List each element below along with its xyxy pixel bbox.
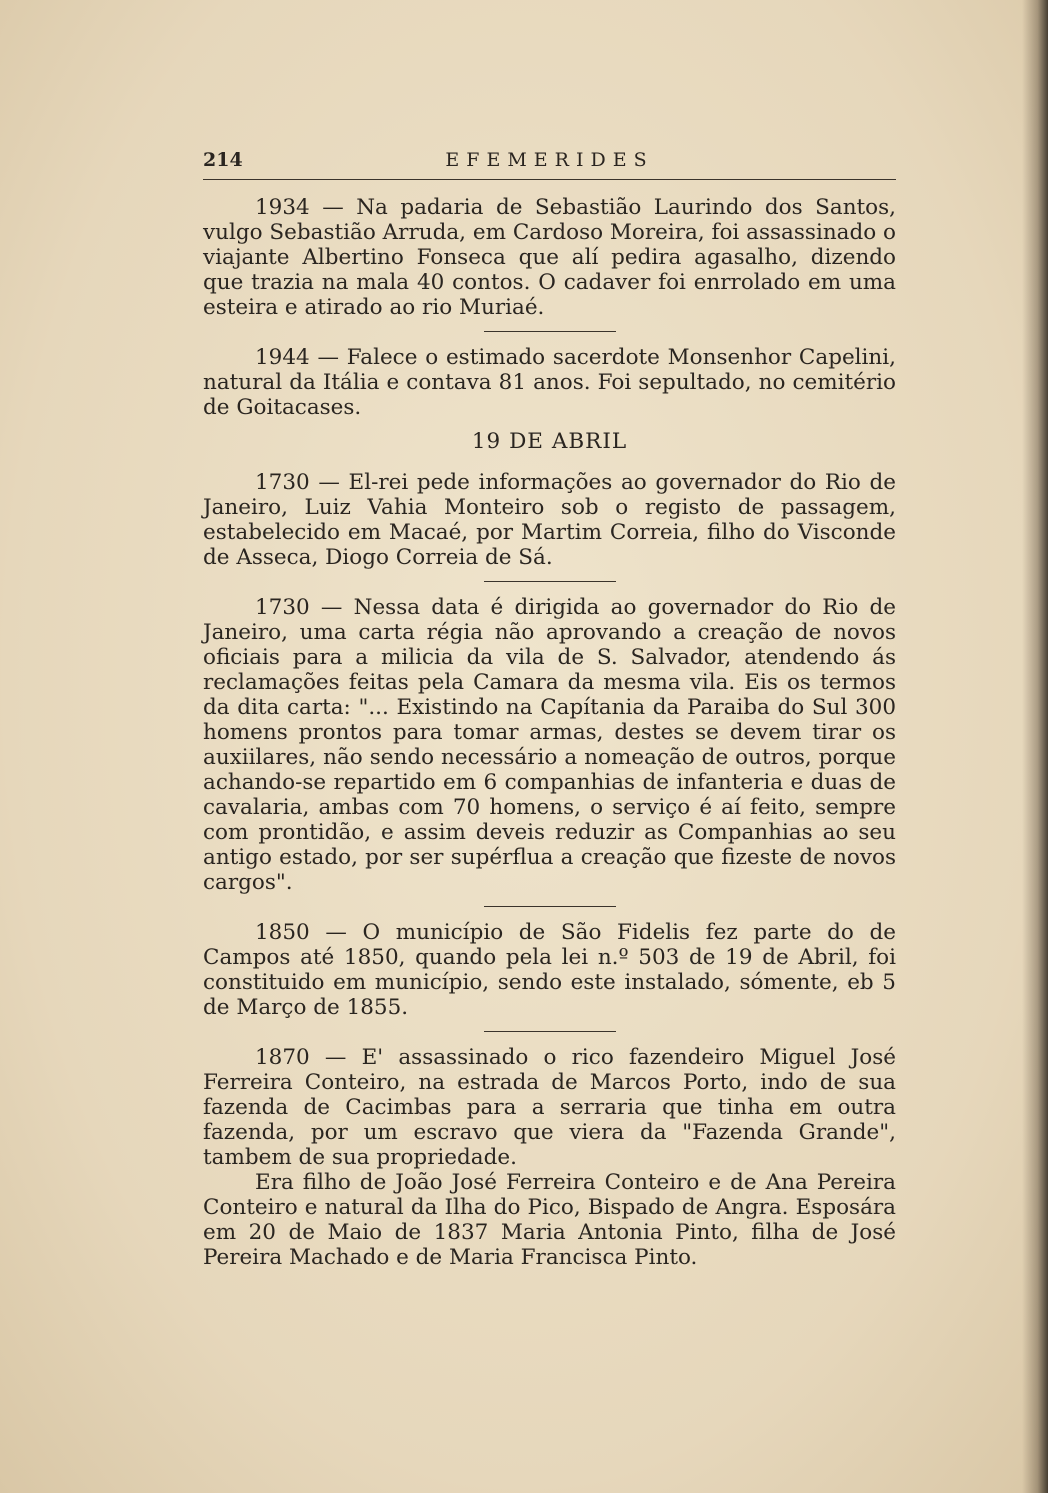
entry-1730-b: [203, 595, 896, 895]
page-header: [203, 143, 896, 180]
page-body: [203, 195, 896, 1270]
entry-text: 1944 — Falece o estimado sacerdote Monsenhor Capelini, natural da Itália e contava 81 anos. Foi sepultado, no cemitério de Goitacases.: [203, 345, 896, 420]
entry-continuation: Era filho de João José Ferreira Conteiro e de Ana Pereira Conteiro e natural da Ilha do Pico, Bispado de Angra. Esposára em 20 de Maio de 1837 Maria Antonia Pinto, filha de José Pereira Machado e de Maria Francisca Pinto.: [203, 1170, 896, 1270]
page-spine-shadow: [1022, 0, 1048, 1493]
entry-1944: [203, 345, 896, 420]
entry-1934: [203, 195, 896, 320]
separator-rule: [484, 906, 616, 907]
separator-rule: [484, 581, 616, 582]
running-title: EFEMERIDES: [445, 149, 654, 171]
entry-text: 1870 — E' assassinado o rico fazendeiro Miguel José Ferreira Conteiro, na estrada de Marcos Porto, indo de sua fazenda de Cacimbas para a serraria que tinha em outra fazenda, por um escravo que viera da "Fazenda Grande", tambem de sua propriedade.: [203, 1045, 896, 1170]
entry-text: 1730 — Nessa data é dirigida ao governador do Rio de Janeiro, uma carta régia não aprovando a creação de novos oficiais para a milicia da vila de S. Salvador, atendendo ás reclamações feitas pela Camara da mesma vila. Eis os termos da dita carta: "... Existindo na Capítania da Paraiba do Sul 300 homens prontos para tomar armas, destes se devem tirar os auxiilares, não sendo necessário a nomeação de outros, porque achando-se repartido em 6 companhias de infanteria e duas de cavalaria, ambas com 70 homens, o serviço é aí feito, sempre com prontidão, e assim deveis reduzir as Companhias ao seu antigo estado, por ser supérflua a creação que fizeste de novos cargos".: [203, 595, 896, 895]
entry-1730-a: [203, 470, 896, 570]
page-number: 214: [203, 149, 243, 171]
section-heading: 19 DE ABRIL: [471, 429, 628, 454]
entry-text: 1934 — Na padaria de Sebastião Laurindo dos Santos, vulgo Sebastião Arruda, em Cardoso Moreira, foi assassinado o viajante Albertino Fonseca que alí pedira agasalho, dizendo que trazia na mala 40 contos. O cadaver foi enrrolado em uma esteira e atirado ao rio Muriaé.: [203, 195, 896, 320]
entry-text: 1850 — O município de São Fidelis fez parte do de Campos até 1850, quando pela lei n.º 503 de 19 de Abril, foi constituido em município, sendo este instalado, sómente, eb 5 de Março de 1855.: [203, 920, 896, 1020]
separator-rule: [484, 331, 616, 332]
separator-rule: [484, 1031, 616, 1032]
entry-text: 1730 — El-rei pede informações ao governador do Rio de Janeiro, Luiz Vahia Monteiro sob o registo de passagem, estabelecido em Macaé, por Martim Correia, filho do Visconde de Asseca, Diogo Correia de Sá.: [203, 470, 896, 570]
entry-1870: [203, 1045, 896, 1270]
entry-1850: [203, 920, 896, 1020]
